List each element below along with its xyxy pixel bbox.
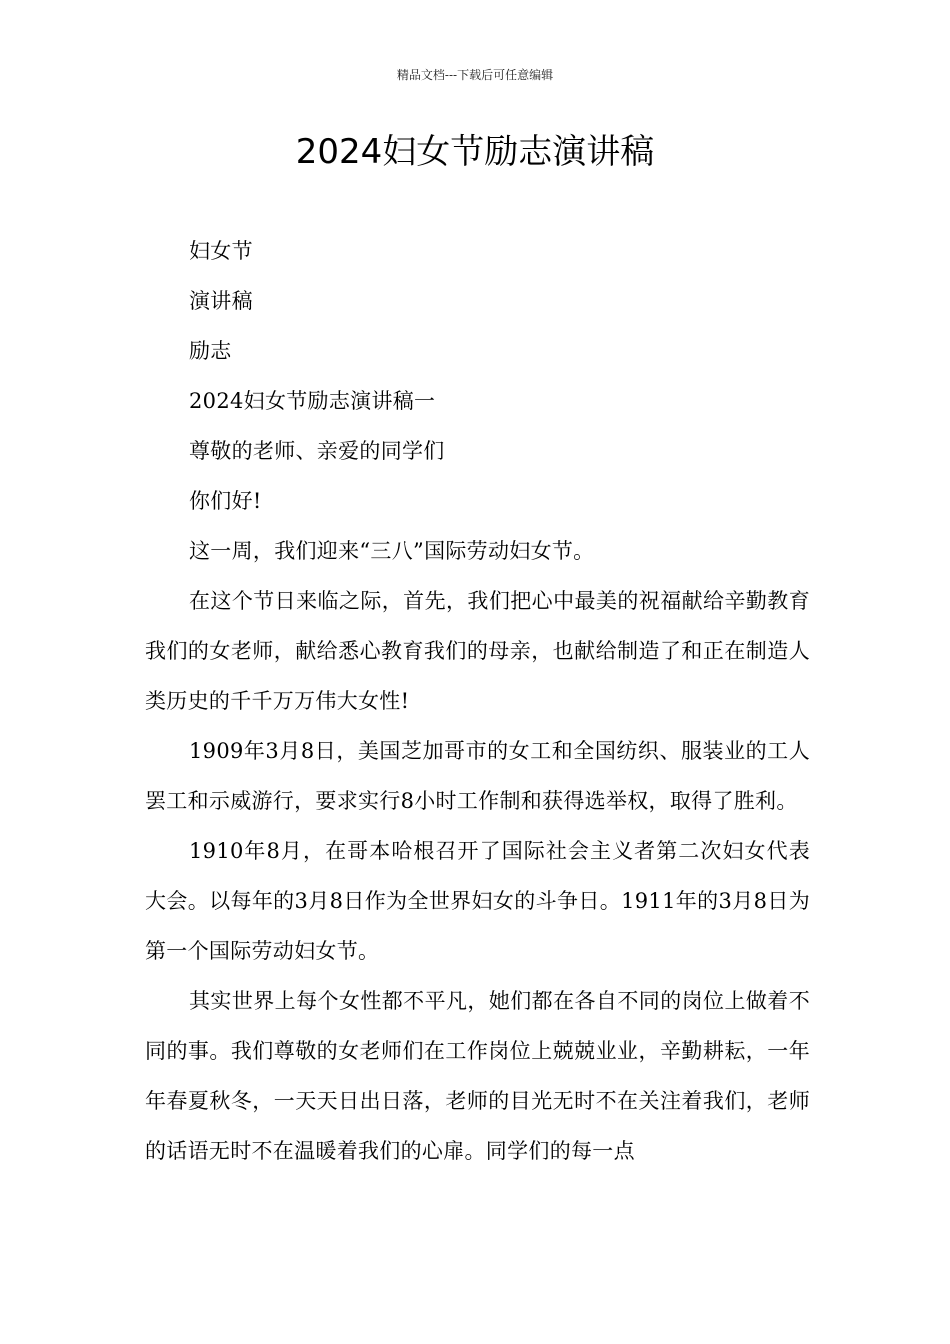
paragraph: 在这个节日来临之际，首先，我们把心中最美的祝福献给辛勤教育我们的女老师，献给悉心教育我们的母亲，也献给制造了和正在制造人类历史的千千万万伟大女性! <box>145 589 810 713</box>
paragraph: 励志 <box>189 339 232 363</box>
paragraph: 1910年8月，在哥本哈根召开了国际社会主义者第二次妇女代表大会。以每年的3月8日作为全世界妇女的斗争日。1911年的3月8日为第一个国际劳动妇女节。 <box>145 839 810 963</box>
paragraph: 演讲稿 <box>189 289 253 313</box>
paragraph: 1909年3月8日，美国芝加哥市的女工和全国纺织、服装业的工人罢工和示威游行，要求实行8小时工作制和获得选举权，取得了胜利。 <box>145 739 810 813</box>
document-body <box>145 226 810 1176</box>
paragraph: 这一周，我们迎来“三八”国际劳动妇女节。 <box>189 539 595 563</box>
paragraph: 其实世界上每个女性都不平凡，她们都在各自不同的岗位上做着不同的事。我们尊敬的女老师们在工作岗位上兢兢业业，辛勤耕耘，一年年春夏秋冬，一天天日出日落，老师的目光无时不在关注着我们，老师的话语无时不在温暖着我们的心扉。同学们的每一点 <box>145 989 810 1163</box>
header-note: 精品文档---下载后可任意编辑 <box>396 68 554 82</box>
paragraph: 尊敬的老师、亲爱的同学们 <box>189 439 445 463</box>
document-title: 2024妇女节励志演讲稿 <box>295 132 655 172</box>
paragraph: 你们好! <box>189 489 262 513</box>
paragraph: 妇女节 <box>189 239 253 263</box>
paragraph: 2024妇女节励志演讲稿一 <box>189 389 436 413</box>
